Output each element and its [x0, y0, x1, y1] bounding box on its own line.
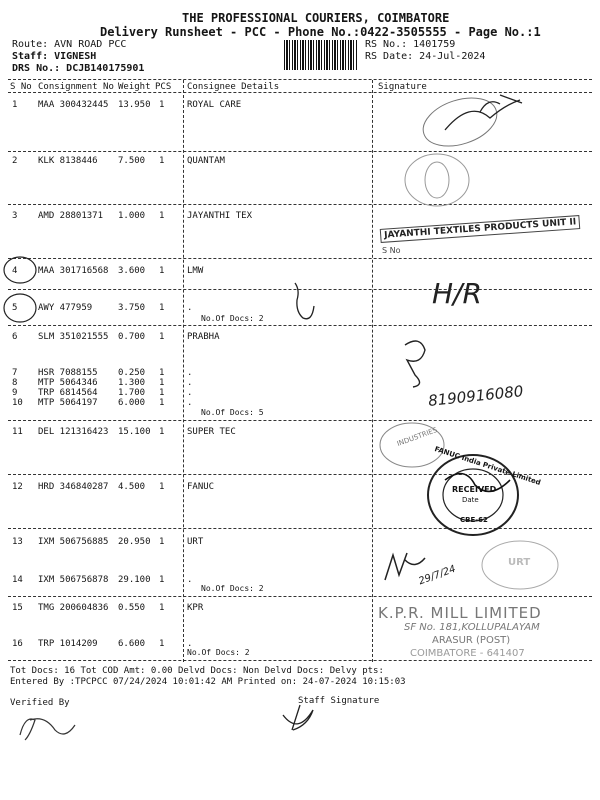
- totals-line: Tot Docs: 16 Tot COD Amt: 0.00 Delvd Docs: Non Delvd Docs: Delvy pts:: [10, 666, 384, 676]
- row-weight: 20.950: [118, 537, 151, 547]
- handwritten-hr: H/R: [432, 277, 482, 310]
- circle-mark: [4, 257, 36, 283]
- rs-date: RS Date: 24-Jul-2024: [365, 51, 486, 62]
- row-weight: 0.700: [118, 332, 146, 342]
- col-pcs: PCS: [155, 82, 172, 92]
- kpr-stamp-name: K.P.R. MILL LIMITED: [378, 604, 542, 622]
- tick-mark: [295, 283, 314, 319]
- row-sno: 6: [12, 332, 18, 342]
- row-consignment: KLK 8138446: [38, 156, 98, 166]
- row-sno: 13: [12, 537, 23, 547]
- row-consignment: IXM 506756878: [38, 575, 109, 585]
- row-pcs: 1: [159, 575, 165, 585]
- urt-stamp: URT: [508, 557, 531, 568]
- kpr-stamp-line1: SF No. 181,KOLLUPALAYAM: [404, 622, 540, 633]
- row-consignee: JAYANTHI TEX: [187, 211, 253, 221]
- docs-count: No.Of Docs: 5: [201, 408, 264, 417]
- row-pcs: 1: [159, 156, 165, 166]
- staff-signature: [283, 705, 313, 730]
- row-pcs: 1: [159, 266, 165, 276]
- col-sno: S No: [10, 82, 32, 92]
- company-name: THE PROFESSIONAL COURIERS, COIMBATORE: [182, 11, 450, 25]
- col-signature: Signature: [378, 82, 427, 92]
- row-weight: 29.100: [118, 575, 151, 585]
- row-pcs: 1: [159, 537, 165, 547]
- row-pcs: 1: [159, 482, 165, 492]
- row-weight: 3.600: [118, 266, 146, 276]
- jayanthi-stamp: JAYANTHI TEXTILES PRODUCTS UNIT II: [380, 215, 581, 243]
- verified-by-label: Verified By: [10, 698, 70, 708]
- row-pcs: 1: [159, 303, 165, 313]
- row-consignment: MAA 301716568: [38, 266, 109, 276]
- row-weight: 1.300: [118, 378, 146, 388]
- row-consignment: MTP 5064346: [38, 378, 98, 388]
- row-consignee: .: [187, 639, 193, 649]
- row-consignment: MAA 300432445: [38, 100, 109, 110]
- rs-number: RS No.: 1401759: [365, 39, 456, 50]
- row-weight: 6.600: [118, 639, 146, 649]
- row-sno: 1: [12, 100, 18, 110]
- verified-signature: [20, 719, 75, 740]
- industries-stamp: INDUSTRIES: [395, 426, 439, 448]
- row-weight: 3.750: [118, 303, 146, 313]
- row-consignee: LMW: [187, 266, 204, 276]
- row-consignee: ROYAL CARE: [187, 100, 242, 110]
- row-pcs: 1: [159, 639, 165, 649]
- row-consignee: URT: [187, 537, 204, 547]
- row-sno: 2: [12, 156, 18, 166]
- row-sno: 16: [12, 639, 23, 649]
- row-consignment: MTP 5064197: [38, 398, 98, 408]
- row-consignee: .: [187, 303, 193, 313]
- kpr-stamp-line3: COIMBATORE - 641407: [410, 648, 525, 659]
- row-consignment: IXM 506756885: [38, 537, 109, 547]
- row-consignee: QUANTAM: [187, 156, 225, 166]
- stamp-circle: [443, 469, 503, 521]
- col-consignee: Consignee Details: [187, 82, 280, 92]
- row-consignment: SLM 351021555: [38, 332, 109, 342]
- fanuc-cbe: CBE-62: [460, 516, 488, 524]
- docs-count: No.Of Docs: 2: [201, 584, 264, 593]
- row-pcs: 1: [159, 100, 165, 110]
- row-weight: 0.550: [118, 603, 146, 613]
- fanuc-date-label: Date: [462, 496, 479, 504]
- row-pcs: 1: [159, 378, 165, 388]
- row-weight: 4.500: [118, 482, 146, 492]
- row-sno: 7: [12, 368, 18, 378]
- row-consignment: TMG 200604836: [38, 603, 109, 613]
- runsheet-title: Delivery Runsheet - PCC - Phone No.:0422-3505555 - Page No.:1: [100, 25, 541, 39]
- row-consignee: .: [187, 378, 193, 388]
- row-weight: 6.000: [118, 398, 146, 408]
- staff-label: Staff: VIGNESH: [12, 51, 97, 62]
- fanuc-ring-text: FANUC India Private Limited: [433, 445, 542, 487]
- row-sno: 11: [12, 427, 23, 437]
- docs-count: No.Of Docs: 2: [201, 314, 264, 323]
- handwritten-phone: 8190916080: [427, 382, 525, 410]
- row-sno: 14: [12, 575, 23, 585]
- route-label: Route: AVN ROAD PCC: [12, 39, 127, 50]
- row-consignee: .: [187, 575, 193, 585]
- circle-mark: [4, 294, 36, 322]
- row-consignment: TRP 1014209: [38, 639, 98, 649]
- drs-number: DRS No.: DCJB140175901: [12, 63, 145, 74]
- row-pcs: 1: [159, 368, 165, 378]
- entered-by-line: Entered By :TPCPCC 07/24/2024 10:01:42 AM Printed on: 24-07-2024 10:15:03: [10, 677, 406, 687]
- row-consignee: .: [187, 368, 193, 378]
- row-consignment: TRP 6814564: [38, 388, 98, 398]
- row-consignee: .: [187, 388, 193, 398]
- staff-signature-label: Staff Signature: [298, 696, 380, 706]
- row-weight: 13.950: [118, 100, 151, 110]
- row-consignment: HSR 7088155: [38, 368, 98, 378]
- row-pcs: 1: [159, 388, 165, 398]
- row-consignee: .: [187, 398, 193, 408]
- row-sno: 4: [12, 266, 18, 276]
- row-consignee: SUPER TEC: [187, 427, 236, 437]
- row-pcs: 1: [159, 603, 165, 613]
- handwritten-date: 29/7/24: [417, 563, 458, 588]
- col-weight: Weight: [118, 82, 151, 92]
- row-weight: 15.100: [118, 427, 151, 437]
- row-weight: 1.700: [118, 388, 146, 398]
- row-pcs: 1: [159, 427, 165, 437]
- row-sno: 3: [12, 211, 18, 221]
- row-sno: 8: [12, 378, 18, 388]
- row-pcs: 1: [159, 398, 165, 408]
- row-consignment: HRD 346840287: [38, 482, 109, 492]
- col-consignment: Consignment No: [38, 82, 114, 92]
- kpr-stamp-line2: ARASUR (POST): [432, 635, 511, 646]
- stamp-sno: S No: [382, 246, 401, 255]
- row-consignee: PRABHA: [187, 332, 220, 342]
- row-weight: 0.250: [118, 368, 146, 378]
- received-stamp: RECEIVED: [452, 485, 497, 494]
- row-sno: 12: [12, 482, 23, 492]
- row-sno: 5: [12, 303, 18, 313]
- row-weight: 7.500: [118, 156, 146, 166]
- docs-count: No.Of Docs: 2: [187, 648, 250, 657]
- row-consignee: KPR: [187, 603, 204, 613]
- row-pcs: 1: [159, 211, 165, 221]
- row-weight: 1.000: [118, 211, 146, 221]
- row-pcs: 1: [159, 332, 165, 342]
- row-sno: 10: [12, 398, 23, 408]
- stamp-circle: [417, 89, 503, 154]
- row-consignment: AMD 28801371: [38, 211, 104, 221]
- row-sno: 15: [12, 603, 23, 613]
- row-sno: 9: [12, 388, 18, 398]
- row-consignment: DEL 121316423: [38, 427, 109, 437]
- row-consignee: FANUC: [187, 482, 215, 492]
- signature-scribble: [405, 341, 425, 387]
- stamp-circle: [425, 162, 449, 198]
- row-consignment: AWY 477959: [38, 303, 93, 313]
